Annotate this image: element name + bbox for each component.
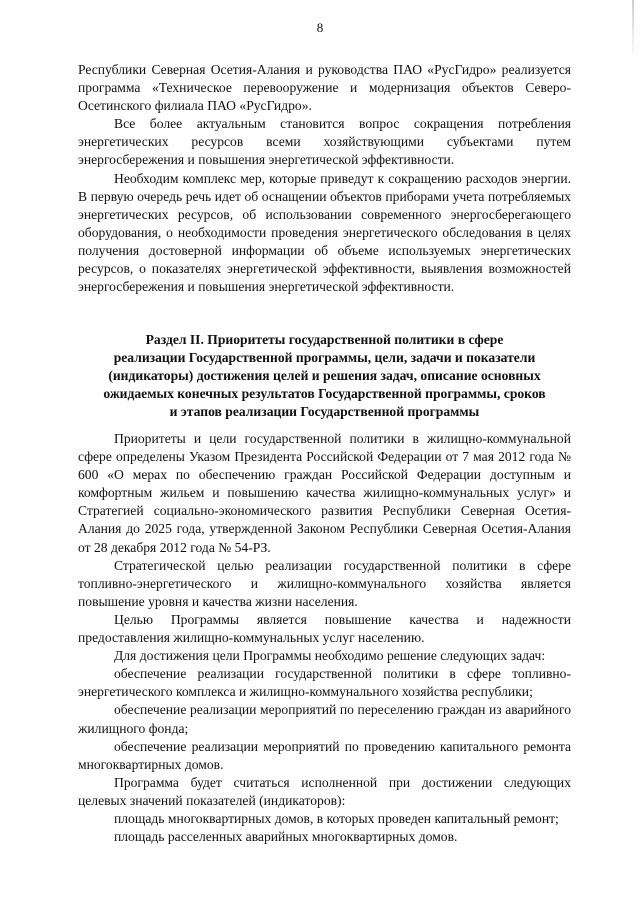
paragraph: Республики Северная Осетия-Алания и руководства ПАО «РусГидро» реализуется программа «Техническое перевооружение и модернизация объектов Северо-Осетинского филиала ПАО «РусГидро». [78, 62, 571, 114]
section-heading-line: Раздел II. Приоритеты государственной политики в сфере [145, 332, 504, 347]
section-heading-line: ожидаемых конечных результатов Государственной программы, сроков [103, 386, 546, 402]
body-text [78, 430, 571, 846]
list-item: площадь расселенных аварийных многоквартирных домов. [114, 829, 458, 845]
page-number: 8 [316, 20, 324, 35]
paragraph: Целью Программы является повышение качества и надежности предоставления жилищно-коммунальных услуг населению. [78, 611, 571, 646]
paragraph: Программа будет считаться исполненной при достижении следующих целевых значений показателей (индикаторов): [78, 774, 571, 808]
paragraph: Все более актуальным становится вопрос сокращения потребления энергетических ресурсов всеми хозяйствующими субъектами путем энергосбережения и повышения энергетической эффективности. [78, 116, 571, 168]
paragraph: Приоритеты и цели государственной политики в жилищно-коммунальной сфере определены Указом Президента Российской Федерации от 7 мая 2012 года № 600 «О мерах по обеспечению граждан Российской Федерации доступным и комфортным жильем и повышению качества жилищно-коммунальных услуг» и Стратегией социально-экономического развития Республики Северная Осетия-Алания до 2025 года, утвержденной Законом Республики Северная Осетия-Алания от 28 декабря 2012 года № 54-РЗ. [78, 431, 571, 555]
paragraph: Для достижения цели Программы необходимо решение следующих задач: [114, 648, 546, 664]
section-heading-line: и этапов реализации Государственной программы [169, 404, 480, 420]
paragraph: Стратегической целью реализации государственной политики в сфере топливно-энергетического и жилищно-коммунального хозяйства является повышение уровня и качества жизни населения. [78, 557, 571, 609]
list-item: площадь многоквартирных домов, в которых проведен капитальный ремонт; [114, 810, 559, 826]
intro-text [78, 61, 571, 296]
list-item: обеспечение реализации мероприятий по проведению капитального ремонта многоквартирных домов. [78, 738, 571, 772]
section-heading-line: (индикаторы) достижения целей и решения задач, описание основных [108, 368, 541, 384]
section-heading [78, 331, 571, 421]
paragraph: Необходим комплекс мер, которые приведут к сокращению расходов энергии. В первую очередь речь идет об оснащении объектов приборами учета потребляемых энергетических ресурсов, об использовании современного энергосберегающего оборудования, о необходимости проведения энергетического обследования в целях получения достоверной информации об объеме используемых энергетических ресурсов, о показателях энергетической эффективности, выявления возможностей энергосбережения и повышения энергетической эффективности. [78, 170, 571, 295]
list-item: обеспечение реализации мероприятий по переселению граждан из аварийного жилищного фонда; [78, 702, 571, 736]
section-heading-line: реализации Государственной программы, цели, задачи и показатели [113, 350, 536, 366]
list-item: обеспечение реализации государственной политики в сфере топливно-энергетического комплекса и жилищно-коммунального хозяйства республики; [78, 666, 571, 700]
